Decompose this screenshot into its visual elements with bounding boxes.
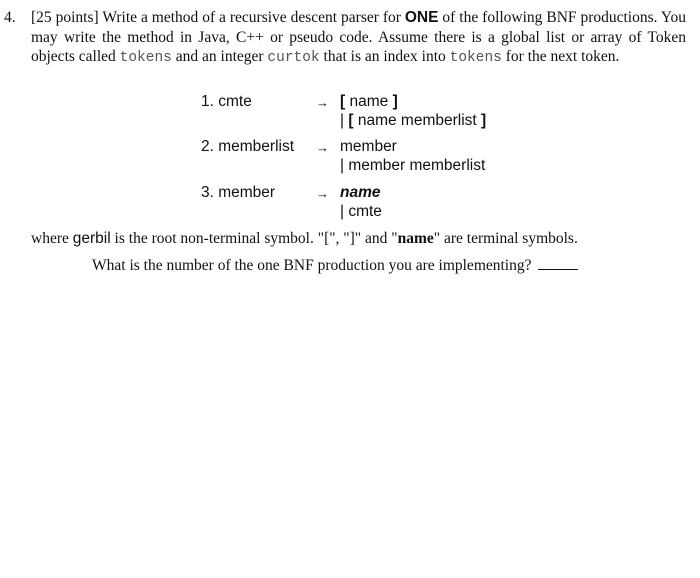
arrow-icon: → xyxy=(316,95,329,110)
arrow-icon: → xyxy=(316,186,329,201)
points-label: [25 points] xyxy=(31,9,99,26)
code-tokens-2: tokens xyxy=(449,50,502,66)
code-tokens: tokens xyxy=(119,50,172,66)
root-symbol: gerbil xyxy=(72,230,111,247)
arrow-icon: → xyxy=(316,140,329,155)
production-label: 1. cmte xyxy=(201,93,252,110)
production-label: 2. memberlist xyxy=(201,138,295,155)
production-rhs-alt: | [ name memberlist ] xyxy=(340,112,487,129)
terminal-note: where gerbil is the root non-terminal symbol. "[", "]" and "name" are terminal symbols. xyxy=(31,230,578,247)
production-rhs-alt: | member memberlist xyxy=(340,157,486,174)
question-text: [25 points] Write a method of a recursive descent parser for ONE of the following BNF productions. You may write the method in Java, C++ or pseudo code. Assume there is a global list or array of Token objects called tokens and an integer curtok that is an index into tokens for the next token. xyxy=(31,9,687,66)
answer-prompt: What is the number of the one BNF production you are implementing? xyxy=(92,256,578,275)
production-rhs: [ name ] xyxy=(340,93,398,110)
production-rhs-alt: | cmte xyxy=(340,203,382,220)
name-terminal: name xyxy=(397,230,434,247)
question-number: 4. xyxy=(4,9,16,26)
production-rhs: name xyxy=(340,184,381,201)
production-rhs: member xyxy=(340,138,397,155)
production-label: 3. member xyxy=(201,184,276,201)
answer-blank[interactable] xyxy=(538,256,578,270)
emphasis-one: ONE xyxy=(404,9,439,26)
code-curtok: curtok xyxy=(267,50,320,66)
